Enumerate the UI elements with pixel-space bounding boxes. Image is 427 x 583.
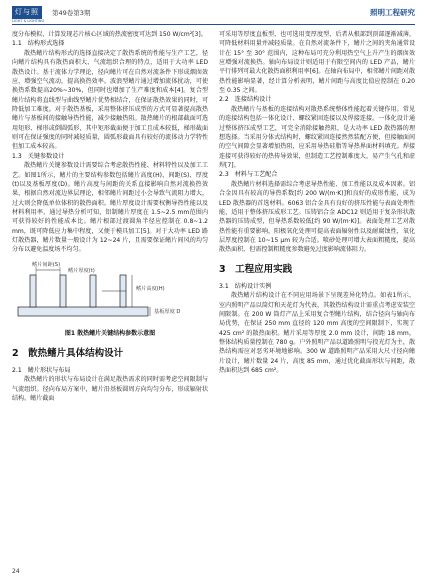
page-header — [0, 0, 427, 29]
paragraph: 散热鳍片结构形式的选择直接决定了散热系统的性能与生产工艺，径向鳍片结构具有散热面积大、气流组织合理的特点，适用于大功率 LED 散热设计。基于流体力学理论，径向鳍片可在自然对流条件下形成烟囱效应，增强空气流动，提高换热效率。波浪型鳍片通过增加流体扰动，可使换热系数提高20%~30%，但同时也增加了生产难度和成本[4]。复合型鳍片结构将直线型与曲线型鳍片优势相结合，在保证散热效果的同时，可降低加工难度。对于散热基板，采用整体挤压成型的方式可显著提高散热鳍片与基板间的接触导热性能，减少接触热阻。散热鳍片的根部截面可选用矩形、梯形或倒圆弧形，其中矩形截面便于加工且成本较低，梯形截面则可在保证强度的同时减轻质量，圆弧形截面具有较好的流体动力学特性但加工成本较高。 — [12, 49, 208, 151]
figure-caption: 图1 散热鳍片关键结构参数示意图 — [64, 329, 156, 337]
paragraph: 散热鳍片材料选择需综合考虑导热性能、加工性能以及成本因素。铝合金因具有较高的导热系数[约 200 W/(m·K)]和良好的成形性能，成为 LED 散热器的首选材料。6063 铝合金具有良好的挤压性能与表面处理性能，适用于整体挤压成形工艺。压铸铝合金 ADC12 则适用于复杂形状散热器的压铸成型，但导热系数较低[约 90 W/(m·K)]。表面处理工艺对散热性能有重要影响，阳极氧化处理可提高表面辐射性以及耐腐蚀性，氧化层厚度控制在 10~15 μm 较为合适。喷砂处理可增大表面粗糙度，提高散热面积，但需控制粗糙度参数避免过度影响流体阻力。 — [219, 181, 415, 254]
fin-diagram — [12, 261, 208, 327]
fin — [90, 275, 96, 307]
section-heading-3-1: 3.1 结构设计实例 — [219, 282, 272, 290]
paragraph: 可采用等厚度直板型，也可选用变厚度型，后者从根部到顶部逐渐减薄，可降低材料用量并减轻质量。在自然对流条件下，鳍片之间的夹角通常设计在 15° 至 30° 范围内，这种布局可充分利用热空气上升产生的烟囱效应增强对流换热。轴向布局设计则适用于有限空间内的 LED 产品，鳍片平行排列可最大化散热面积利用率[6]。在轴向布局中，相邻鳍片间距对散热性能影响显著，经计算分析表明，鳍片间距与高度比值应控制在 0.20 至 0.35 之间。 — [219, 31, 416, 95]
page-number: 24 — [12, 568, 20, 575]
journal-logo: 灯与照明 — [12, 6, 42, 19]
base-thickness-label: 基板厚度 D — [154, 308, 181, 315]
header-rule — [12, 24, 415, 25]
section-heading-1-3: 1.3 关键参数设计 — [12, 152, 65, 160]
base-plate — [18, 307, 148, 316]
section-heading-1-1: 1.1 结构形式选择 — [12, 40, 65, 48]
chapter-heading-2: 2 散热鳍片具体结构设计 — [12, 347, 124, 359]
fin-height-label: 鳍片高度(H) — [136, 285, 165, 292]
fin-thickness-label: 鳍片厚度(t) — [68, 267, 95, 274]
section-heading-2-2: 2.2 连接结构设计 — [219, 96, 272, 104]
figure-1 — [12, 261, 208, 327]
journal-logo-subtitle: LIGHT & LIGHTING — [12, 19, 45, 23]
left-column — [12, 30, 208, 403]
paragraph: 散热鳍片关键参数设计需要综合考虑散热性能、材料特性以及加工工艺。如图1所示，鳍片的主要结构参数包括鳍片高度(H)、间距(S)、厚度(t)以及基板厚度(D)。鳍片高度与间距的关系直接影响自然对流换热效果，根据自然对流边界层理论，相邻鳍片间距过小会导致气流阻力增大，过大则会降低单位体积的散热面积。鳍片厚度设计需要权衡导热性能以及材料利用率，通过导热分析可知，铝制鳍片厚度在 1.5~2.5 mm范围内可获得较好的性能成本比。鳍片根部过渡圆角半径应控制在 0.8~1.2 mm，既可降低应力集中程度，又便于模具加工[5]。对于大功率 LED 路灯散热器，鳍片数量一般设计为 12~24 片，且需要保证鳍片间风的均匀分布以避免温度场不均匀。 — [12, 162, 208, 254]
fin-spacing-label: 鳍片间距(S) — [32, 261, 61, 268]
paragraph: 散热鳍片结构设计在不同应用场景下呈现差异化特点。如表1所示，室内照明产品以筒灯和天花灯为代表，其散热结构设计需重点考虑安装空间限制。在 200 W 筒灯产品上采用复合型鳍片结构，结合径向与轴向布局优势，在保证 250 mm 直径的 120 mm 高度的空间限制下，实现了 425 cm² 的散热面积。鳍片采用等厚度 2.0 mm 设计，间距 18 mm，整体结构质量控制在 780 g。户外照明产品以道路照明与投光灯为主，散热结构需应对恶劣环境地影响。300 W 道路照明产品采用大尺寸径向鳍片设计，鳍片数量 24 片，高度 85 mm，通过优化截面形状与间距，散热面积达到 685 cm²。 — [219, 292, 415, 375]
issue-label: 第49卷第3期 — [52, 9, 91, 17]
section-heading-2-3: 2.3 材料与工艺配合 — [219, 171, 278, 179]
section-heading-2-1: 2.1 鳍片形状与布局 — [12, 366, 71, 374]
chapter-heading-3: 3 工程应用实践 — [219, 263, 293, 275]
fin — [30, 275, 36, 307]
paragraph: 散热鳍片与基板的连接结构对散热系统整体性能起着关键作用。常见的连接结构包括一体化设计、螺纹紧固连接以及焊接连接。一体化设计通过整体挤压成型工艺，可完全消除接触热阻，是大功率 LED 散热器的理想选择。当采用分体式结构时，螺纹紧固连接然然装配方便，但接触面间的空气间隙会显著增加热阻，应采用导热硅脂等导热界面材料填充。焊接连接可获得较好的热传导效果，但制造工艺控制难度大，易产生气孔和虚焊[7]。 — [219, 106, 415, 170]
right-column — [219, 30, 415, 375]
paragraph: 散热鳍片的形状与布局设计在满足散热需求的同时需考虑空间限制与气流组织。径向布局方案中，鳍片沿基板圆周方向均匀分布，形成辐射状结构。鳍片截面 — [12, 376, 208, 403]
fin — [60, 275, 66, 307]
paragraph: 度分布模拟，计算发现芯片核心区域的热流密度可达到 150 W/cm²[3]。 — [12, 31, 207, 38]
journal-title: 照明工程研究 — [370, 8, 415, 17]
